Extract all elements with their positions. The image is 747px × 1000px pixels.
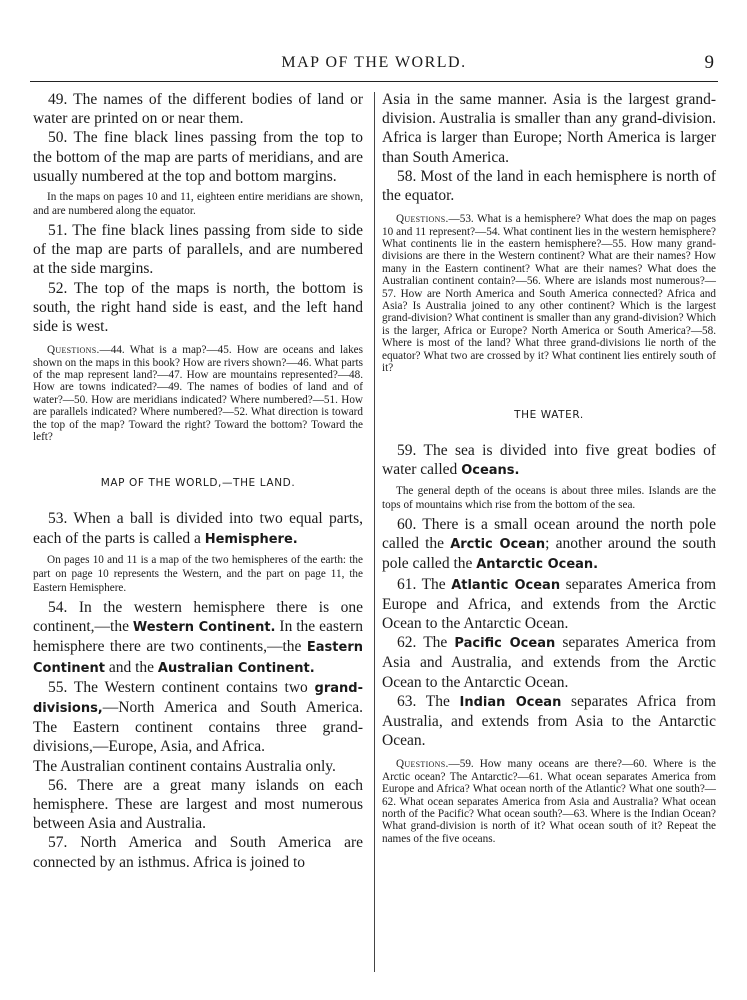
p63-text-post: separates Africa from Australia, and extends from Asia to the Antarctic Ocean. (382, 692, 716, 750)
page-number: 9 (704, 52, 714, 73)
paragraph-55b: The Australian continent contains Australia only. (33, 757, 336, 775)
questions-text: —53. What is a hemisphere? What does the map on pages 10 and 11 represent?—54. What continent lies in the western hemisphere? What continents lie in the eastern hemisphere?—55. How many grand-divisions are there in the Western continent? What are their names? How many in the Eastern continent? What are their names? What does the Australian continent contain?—56. Where are islands most numerous?—57. How are North America and South America connected? Africa and Asia? Is Australia joined to any other continent? Which is the largest grand-division? What continent is smaller than any grand-division? Which is the larger, Africa or Europe? North America or South America?—58. Where is most of the land? What three grand-divisions lie north of the equator? What two are crossed by it? What continent lies entirely south of it? (382, 213, 716, 375)
section-heading-water: THE WATER. (514, 408, 584, 421)
term-atlantic-ocean: Atlantic Ocean (451, 577, 561, 593)
paragraph-61 (382, 575, 716, 634)
term-hemisphere: Hemisphere. (204, 531, 298, 547)
paragraph-49: 49. The names of the different bodies of land or water are printed on or near them. (33, 91, 363, 128)
questions-label: Questions. (396, 213, 449, 226)
paragraph-51: 51. The fine black lines passing from side to side of the map are parts of parallels, and are numbered at the side margins. (33, 222, 363, 278)
note-50: In the maps on pages 10 and 11, eighteen entire meridians are shown, and are numbered along the equator. (33, 191, 363, 218)
section-heading-land: MAP OF THE WORLD,—THE LAND. (100, 477, 296, 490)
p54-text: 54. In the western hemisphere there is one continent,—the (33, 598, 363, 636)
p53-text: 53. When a ball is divided into two equal parts, each of the parts is called a (33, 510, 363, 547)
term-oceans: Oceans. (461, 462, 520, 478)
p55-text-post: —North America and South America. The Eastern continent contains three grand-divisions,—Europe, Asia, and Africa. (33, 698, 363, 756)
paragraph-56: 56. There are a great many islands on each hemisphere. These are largest and most numerous between Asia and Australia. (33, 776, 363, 833)
term-antarctic-ocean: Antarctic Ocean. (476, 557, 599, 573)
p63-text: 63. The (397, 692, 460, 710)
questions-text: —59. How many oceans are there?—60. Where is the Arctic ocean? The Antarctic?—61. What ocean separates America from Europe and Africa? What ocean north of the Atlantic? What one south?—62. What ocean separates America from Asia and Australia? What ocean north of the Pacific? What ocean south?—63. Where is the Indian Ocean? What grand-division is north of it? What ocean south of it? Repeat the names of the five oceans. (382, 758, 716, 845)
paragraph-54 (33, 598, 363, 678)
term-grand-divisions: grand-divisions, (33, 680, 363, 716)
questions-text: —44. What is a map?—45. How are oceans and lakes shown on the maps in this book? How are rivers shown?—46. What parts of the map represent land?—47. How are mountains represented?—48. How are towns indicated?—49. The names of bodies of land and of water?—50. How are meridians indicated? Where numbered?—51. How are parallels indicated? Where numbered?—52. What direction is toward the top of the map? Toward the right? Toward the bottom? Toward the left? (33, 344, 363, 444)
paragraph-57-continued: Asia in the same manner. Asia is the largest grand-division. Australia is smaller than any grand-division. Africa is larger than Europe; North America is larger than South America. (382, 91, 716, 166)
p54-text-and: and the (104, 658, 158, 676)
paragraph-55 (33, 678, 363, 757)
term-western-continent: Western Continent. (132, 620, 276, 636)
p60-text: 60. There is a small ocean around the north pole called the (382, 515, 716, 553)
p61-text: 61. The (397, 575, 452, 593)
term-eastern-continent: Eastern Continent (33, 640, 363, 676)
p55-text: 55. The Western continent contains two (48, 678, 315, 696)
paragraph-59 (382, 441, 716, 480)
running-title: MAP OF THE WORLD. (281, 54, 467, 71)
p59-text: 59. The sea is divided into five great bodies of water called (382, 441, 716, 478)
note-59: The general depth of the oceans is about three miles. Islands are the tops of mountains which rise from the bottom of the sea. (382, 484, 716, 511)
paragraph-50: 50. The fine black lines passing from the top to the bottom of the map are parts of meridians, and are usually numbered at the top and bottom margins. (33, 129, 363, 185)
term-arctic-ocean: Arctic Ocean (450, 537, 546, 553)
term-indian-ocean: Indian Ocean (459, 694, 562, 710)
page-header (30, 48, 718, 86)
questions-53-58 (382, 213, 716, 374)
questions-44-52 (33, 344, 363, 443)
paragraph-60 (382, 515, 716, 575)
left-column (33, 90, 363, 872)
questions-label: Questions. (47, 344, 100, 357)
p60-text-mid: ; another around the south pole called the (382, 535, 716, 573)
header-rule (30, 81, 718, 82)
paragraph-57: 57. North America and South America are connected by an isthmus. Africa is joined to (33, 834, 363, 871)
note-53: On pages 10 and 11 is a map of the two hemispheres of the earth: the part on page 10 represents the Western, and the part on page 11, the Eastern Hemisphere. (33, 553, 363, 594)
questions-59-63 (382, 758, 716, 845)
right-column (382, 90, 716, 845)
questions-label: Questions. (396, 758, 449, 771)
p61-text-post: separates America from Europe and Africa, and extends from the Arctic Ocean to the Antarctic Ocean. (382, 575, 716, 632)
paragraph-63 (382, 692, 716, 751)
paragraph-52: 52. The top of the maps is north, the bottom is south, the right hand side is east, and the left hand side is west. (33, 279, 363, 336)
column-divider (374, 92, 375, 972)
paragraph-53 (33, 509, 363, 548)
term-pacific-ocean: Pacific Ocean (454, 636, 556, 652)
p54-text-mid: In the eastern hemisphere there are two continents,—the (33, 618, 363, 656)
paragraph-62 (382, 633, 716, 692)
paragraph-58: 58. Most of the land in each hemisphere is north of the equator. (382, 167, 716, 205)
term-australian-continent: Australian Continent. (157, 660, 315, 676)
p62-text: 62. The (397, 634, 455, 652)
p62-text-post: separates America from Asia and Australia, and extends from the Arctic Ocean to the Antarctic Ocean. (382, 634, 716, 691)
